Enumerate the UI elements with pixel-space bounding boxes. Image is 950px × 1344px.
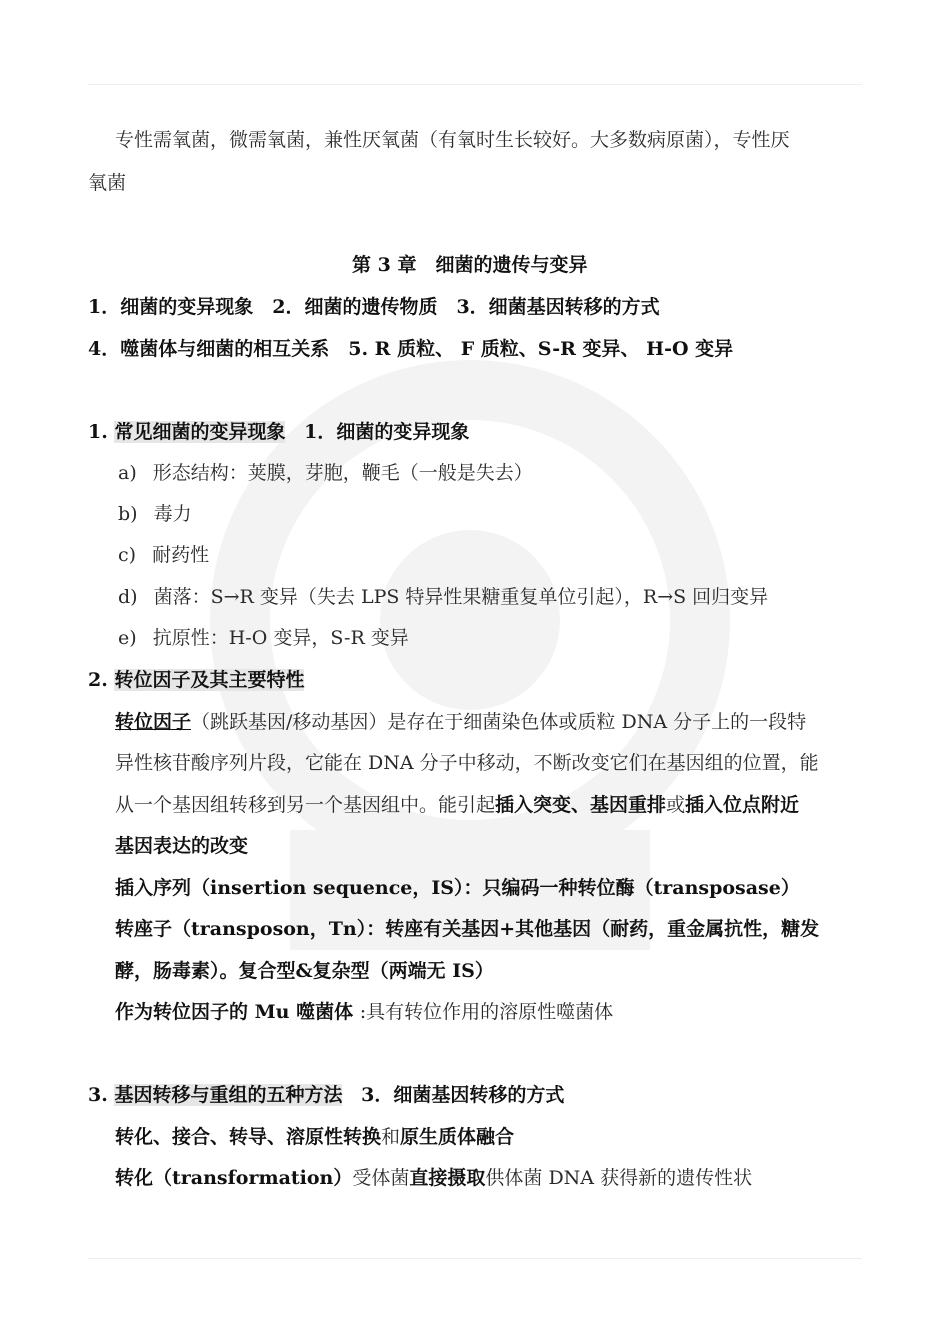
transposable-element-para-line-1 (115, 709, 806, 735)
para-bold-text: 插入突变、基因重排 (495, 794, 667, 816)
transfer-methods-line (115, 1124, 514, 1150)
transposable-element-para-line-3 (115, 792, 799, 818)
list-item (118, 542, 209, 568)
section-3-subtitle: 3．细菌基因转移的方式 (361, 1084, 565, 1106)
para-bold-text: 转化（transformation） (115, 1167, 353, 1189)
section-2-number: 2. (88, 669, 108, 691)
para-bold-text: 作为转位因子的 Mu 噬菌体 (115, 1001, 360, 1023)
header-rule (88, 84, 862, 85)
list-item-text: 耐药性 (152, 544, 210, 566)
transposable-element-para-line-2: 异性核苷酸序列片段，它能在 DNA 分子中移动，不断改变它们在基因组的位置，能 (115, 752, 819, 774)
para-text: 或 (666, 794, 686, 816)
section-1-number: 1. (88, 421, 108, 443)
para-text: 从一个基因组转移到另一个基因组中。能引起 (115, 794, 496, 816)
para-bold-text: 原生质体融合 (400, 1126, 515, 1148)
list-item (118, 460, 533, 486)
list-item-text: 菌落：S→R 变异（失去 LPS 特异性果糖重复单位引起），R→S 回归变异 (153, 586, 769, 608)
list-item-text: 毒力 (153, 503, 192, 525)
para-text: （跳跃基因/移动基因）是存在于细菌染色体或质粒 DNA 分子上的一段特 (191, 711, 807, 733)
section-2-heading (88, 667, 304, 693)
section-3-title: 基因转移与重组的五种方法 (114, 1084, 343, 1106)
section-1-title: 常见细菌的变异现象 (114, 421, 286, 443)
list-item-text: 抗原性：H-O 变异，S-R 变异 (152, 627, 409, 649)
insertion-sequence-line: 插入序列（insertion sequence，IS）：只编码一种转位酶（transposase） (115, 877, 800, 899)
chapter-outline-1: 1．细菌的变异现象 2．细菌的遗传物质 3．细菌基因转移的方式 (88, 296, 660, 318)
transposable-element-para-line-4: 基因表达的改变 (115, 835, 249, 857)
para-bold-text: 直接摄取 (409, 1167, 486, 1189)
list-item-label: d) (118, 586, 138, 608)
list-item-label: c) (118, 544, 137, 566)
list-item-text: 形态结构：荚膜，芽胞，鞭毛（一般是失去） (152, 462, 533, 484)
intro-line-2: 氧菌 (88, 172, 127, 194)
transposon-line-2: 酵，肠毒素）。复合型&复杂型（两端无 IS） (115, 960, 494, 982)
list-item (118, 501, 192, 527)
term-transposable-element: 转位因子 (115, 711, 192, 733)
section-3-heading (88, 1082, 564, 1108)
list-item (118, 625, 409, 651)
section-1-heading (88, 419, 469, 445)
para-bold-text: 转化、接合、转导、溶原性转换 (115, 1126, 382, 1148)
section-3-number: 3. (88, 1084, 108, 1106)
mu-phage-line (115, 999, 613, 1025)
transformation-line (115, 1165, 752, 1191)
para-bold-text: 插入位点附近 (685, 794, 800, 816)
chapter-title: 第 3 章 细菌的遗传与变异 (352, 254, 588, 276)
para-text: 和 (381, 1126, 401, 1148)
list-item-label: a) (118, 462, 137, 484)
para-text: 受体菌 (352, 1167, 410, 1189)
footer-rule (88, 1258, 862, 1259)
transposon-line-1: 转座子（transposon，Tn）：转座有关基因+其他基因（耐药，重金属抗性，糖发 (115, 918, 820, 940)
section-1-subtitle: 1．细菌的变异现象 (304, 421, 470, 443)
list-item-label: b) (118, 503, 138, 525)
list-item (118, 584, 768, 610)
para-text: :具有转位作用的溶原性噬菌体 (359, 1001, 614, 1023)
list-item-label: e) (118, 627, 137, 649)
para-text: 供体菌 DNA 获得新的遗传性状 (485, 1167, 753, 1189)
section-2-title: 转位因子及其主要特性 (114, 669, 305, 691)
intro-line-1: 专性需氧菌，微需氧菌，兼性厌氧菌（有氧时生长较好。大多数病原菌），专性厌 (115, 129, 790, 151)
chapter-outline-2: 4．噬菌体与细菌的相互关系 5. R 质粒、 F 质粒、S-R 变异、 H-O 变异 (88, 338, 734, 360)
